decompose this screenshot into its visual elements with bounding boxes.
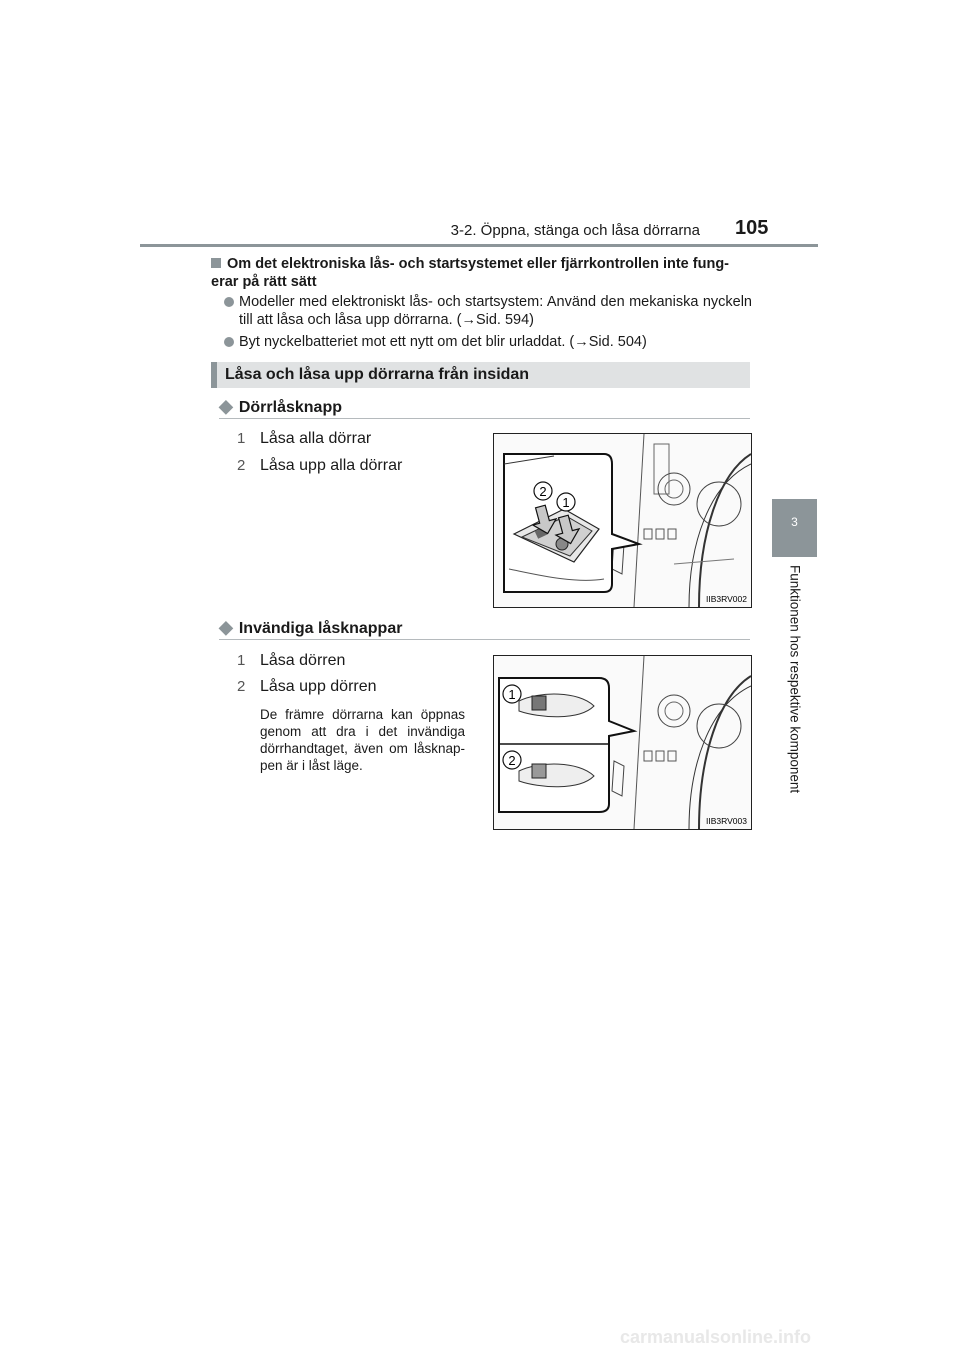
figure-code: IIB3RV002 [706,594,747,604]
callout-2: 2 [539,484,547,499]
section-title: Låsa och låsa upp dörrarna från insidan [225,366,530,383]
running-header-section: 3-2. Öppna, stänga och låsa dörrarna [450,222,700,239]
inside-lock-note: De främre dörrarna kan öppnas genom att dra i det invändiga dörrhandtaget, även om låsknap-pen är i låst läge. [260,707,465,773]
item-label: Låsa dörren [260,652,346,669]
list-item [237,678,377,696]
item-label: Låsa upp dörren [260,678,377,695]
note-heading [211,255,751,291]
circle-bullet-icon [224,337,234,347]
list-item [237,457,402,475]
subheading-text: Invändiga låsknappar [238,620,403,637]
page-number: 105 [735,217,769,239]
item-number: 1 [237,430,246,447]
note-bullet [224,293,752,329]
subheading-rule [219,418,750,419]
door-lock-switch-illustration [494,434,751,607]
chapter-label: Funktionen hos respektive komponent [787,565,802,794]
note-bullet [224,333,752,351]
chapter-tab-label-box [772,565,817,815]
note-bullet-text: Byt nyckelbatteriet mot ett nytt om det blir urladdat. (→Sid. 504) [239,334,647,350]
square-bullet-icon [211,258,221,268]
list-item [237,652,345,670]
item-number: 1 [237,652,246,669]
chapter-number: 3 [791,515,798,529]
figure-inside-lock-buttons [493,655,752,830]
item-number: 2 [237,678,246,695]
section-title-bar [211,362,750,388]
chapter-tab [772,499,817,557]
diamond-icon: ◆ [219,617,233,637]
circle-bullet-icon [224,297,234,307]
item-label: Låsa alla dörrar [260,430,372,447]
subheading-door-lock-switch [219,396,342,417]
note-heading-text: Om det elektroniska lås- och startsystemet eller fjärrkontrollen inte fung-erar på rätt sätt [211,256,729,290]
section-bar-edge [211,362,217,388]
header-rule [140,244,818,247]
item-number: 2 [237,457,246,474]
callout-2: 2 [508,753,516,768]
item-label: Låsa upp alla dörrar [260,457,403,474]
subheading-rule [219,639,750,640]
list-item [237,430,371,448]
inside-lock-illustration [494,656,751,829]
note-bullet-text: Modeller med elektroniskt lås- och startsystem: Använd den mekaniska nyckeln till att låsa och låsa upp dörrarna. (→Sid. 594) [239,294,752,328]
subheading-text: Dörrlåsknapp [238,399,342,416]
watermark: carmanualsonline.info [620,1327,812,1347]
callout-1: 1 [508,687,516,702]
diamond-icon: ◆ [219,396,233,416]
figure-code: IIB3RV003 [706,816,747,826]
figure-door-lock-switch [493,433,752,608]
callout-1: 1 [562,495,570,510]
subheading-inside-lock-buttons [219,617,402,638]
